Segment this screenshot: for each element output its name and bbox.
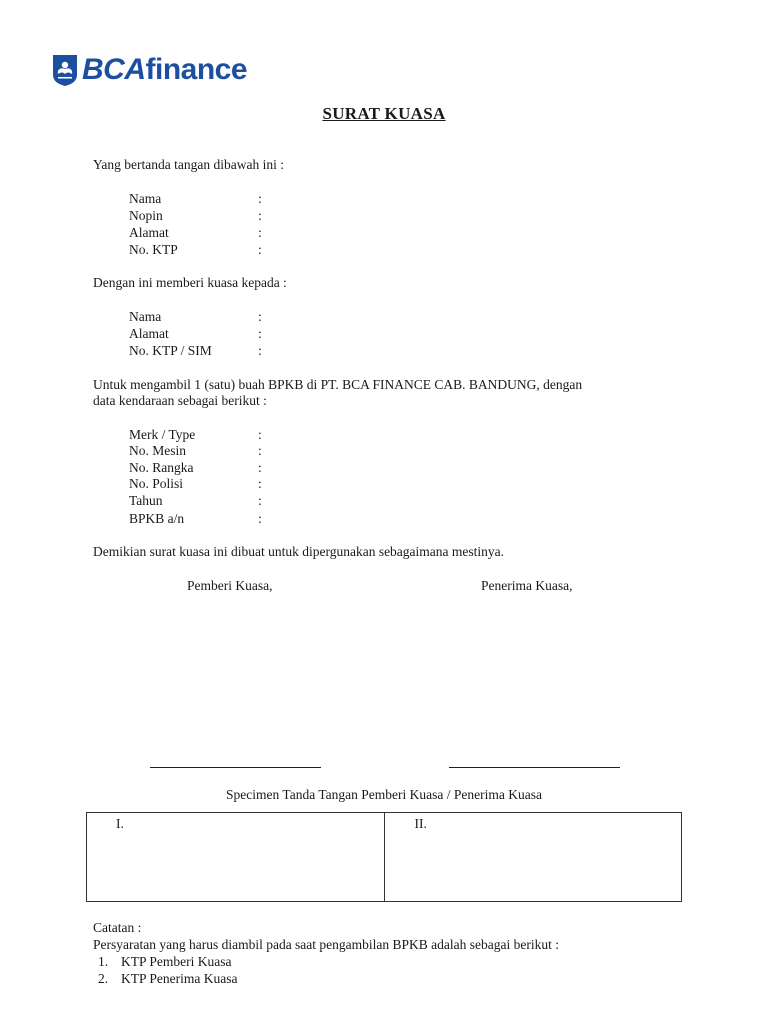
field-colon: : (258, 443, 262, 458)
notes-intro: Persyaratan yang harus diambil pada saat pengambilan BPKB adalah sebagai berikut : (93, 937, 559, 952)
specimen-cell-giver (87, 813, 384, 901)
field-label: Alamat (129, 225, 169, 240)
field-colon: : (258, 476, 262, 491)
field-label: Alamat (129, 326, 169, 341)
note-item-number: 1. (98, 954, 109, 969)
section3-intro-line2: data kendaraan sebagai berikut : (93, 393, 267, 408)
specimen-table (86, 812, 682, 902)
specimen-cell-receiver (384, 813, 682, 901)
section2-intro: Dengan ini memberi kuasa kepada : (93, 275, 287, 290)
notes-heading: Catatan : (93, 920, 142, 935)
field-colon: : (258, 208, 262, 223)
field-colon: : (258, 460, 262, 475)
receiver-signature-line (449, 767, 620, 768)
note-item-number: 2. (98, 971, 109, 986)
field-colon: : (258, 309, 262, 324)
field-label: No. Polisi (129, 476, 184, 491)
bca-emblem-icon (50, 53, 80, 87)
closing-statement: Demikian surat kuasa ini dibuat untuk dipergunakan sebagaimana mestinya. (93, 544, 505, 559)
specimen-cell-number: II. (414, 816, 427, 831)
company-logo (50, 50, 247, 90)
field-label: Nopin (129, 208, 163, 223)
field-label: Nama (129, 191, 162, 206)
field-colon: : (258, 242, 262, 257)
field-label: No. Rangka (129, 460, 194, 475)
section3-intro-line1: Untuk mengambil 1 (satu) buah BPKB di PT. BCA FINANCE CAB. BANDUNG, dengan (93, 377, 583, 392)
brand-wordmark: BCAfinance (82, 53, 248, 86)
field-label: Tahun (129, 493, 163, 508)
field-colon: : (258, 326, 262, 341)
receiver-signature-label: Penerima Kuasa, (481, 578, 573, 593)
field-label: No. KTP (129, 242, 178, 257)
specimen-title: Specimen Tanda Tangan Pemberi Kuasa / Penerima Kuasa (226, 787, 542, 802)
field-label: BPKB a/n (129, 511, 185, 526)
page-title: SURAT KUASA (322, 104, 446, 123)
giver-signature-line (150, 767, 321, 768)
note-item-text: KTP Penerima Kuasa (121, 971, 238, 986)
field-label: Merk / Type (129, 427, 196, 442)
field-colon: : (258, 225, 262, 240)
field-colon: : (258, 191, 262, 206)
field-colon: : (258, 511, 262, 526)
specimen-cell-number: I. (116, 816, 124, 831)
field-label: Nama (129, 309, 162, 324)
giver-signature-label: Pemberi Kuasa, (187, 578, 273, 593)
section1-intro: Yang bertanda tangan dibawah ini : (93, 157, 284, 172)
note-item-text: KTP Pemberi Kuasa (121, 954, 232, 969)
field-label: No. KTP / SIM (129, 343, 212, 358)
field-label: No. Mesin (129, 443, 186, 458)
field-colon: : (258, 343, 262, 358)
field-colon: : (258, 493, 262, 508)
field-colon: : (258, 427, 262, 442)
